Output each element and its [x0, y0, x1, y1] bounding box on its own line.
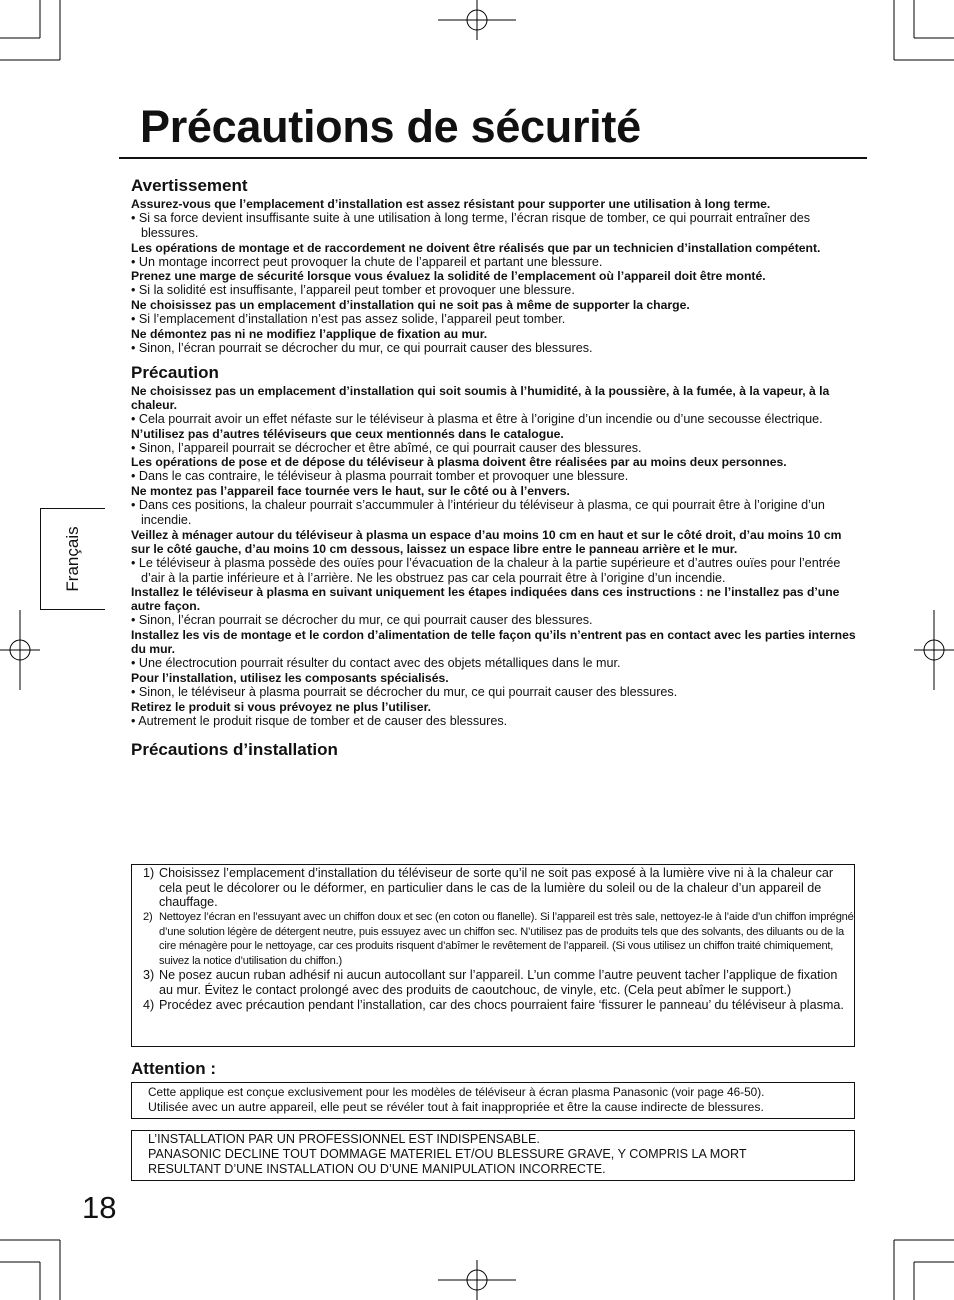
legal-line-3: RESULTANT D’UNE INSTALLATION OU D’UNE MANIPULATION INCORRECTE.: [148, 1162, 606, 1176]
statement-bold: Retirez le produit si vous prévoyez ne plus l’utiliser.: [131, 699, 432, 714]
attention-line-2: Utilisée avec un autre appareil, elle peut se révéler tout à fait inappropriée et être la cause indirecte de blessures.: [148, 1099, 764, 1114]
attention-box: [131, 1082, 855, 1119]
statement-bold: Les opérations de montage et de raccordement ne doivent être réalisés que par un technicien d’installation compétent.: [131, 240, 821, 255]
statement-bullet: • Si l’emplacement d’installation n’est pas assez solide, l’appareil peut tomber.: [131, 312, 566, 327]
statement-bold: Veillez à ménager autour du téléviseur à plasma un espace d’au moins 10 cm en haut et sur le côté droit, d’au moins 10 cm sur le côté gauche, d’au moins 10 cm dessous, laissez un espace libre entre le panneau arrière et le mur.: [131, 527, 842, 556]
attention-line-1: Cette applique est conçue exclusivement pour les modèles de téléviseur à écran plasma Panasonic (voir page 46-50).: [148, 1085, 765, 1099]
statement-bullet: • Sinon, l’écran pourrait se décrocher du mur, ce qui pourrait causer des blessures.: [131, 613, 593, 628]
section-precaution: [131, 362, 857, 729]
section-heading: Précautions d’installation: [131, 739, 338, 759]
statement-bullet: • Un montage incorrect peut provoquer la chute de l’appareil et partant une blessure.: [131, 254, 603, 269]
page-number: 18: [82, 1190, 117, 1225]
statement-bold: N’utilisez pas d’autres téléviseurs que ceux mentionnés dans le catalogue.: [131, 426, 564, 441]
item-text: Procédez avec précaution pendant l’installation, car des chocs pourraient faire ‘fissurer le panneau’ du téléviseur à plasma.: [159, 997, 844, 1012]
statement-bullet: • Dans le cas contraire, le téléviseur à plasma pourrait tomber et provoquer une blessure.: [131, 469, 629, 484]
statement-bold: Ne choisissez pas un emplacement d’installation qui soit soumis à l’humidité, à la poussière, à la fumée, à la vapeur, à la chaleur.: [131, 383, 830, 412]
main-content: [131, 175, 857, 761]
installation-item: [132, 998, 854, 1013]
statement-bold: Pour l’installation, utilisez les composants spécialisés.: [131, 671, 449, 686]
item-number: 3): [143, 968, 155, 983]
item-number: 1): [143, 866, 155, 880]
statement-bullet: • Le téléviseur à plasma possède des ouïes pour l’évacuation de la chaleur à la partie supérieure et d’autres ouïes pour l’entrée d’air à la partie inférieure et à l’arrière. Ne les obstruez pas car cela pourrait être à l’origine d’un incendie.: [131, 555, 841, 585]
registration-mark-right: [914, 610, 954, 690]
statement-bullet: • Si sa force devient insuffisante suite à une utilisation à long terme, l’écran risque de tomber, ce qui pourrait entraîner des blessures.: [131, 211, 811, 240]
statement-bold: Assurez-vous que l’emplacement d’installation est assez résistant pour supporter une utilisation à long terme.: [131, 197, 771, 211]
registration-mark-bottom: [438, 1260, 516, 1300]
statement-bold: Prenez une marge de sécurité lorsque vous évaluez la solidité de l’emplacement où l’appareil doit être monté.: [131, 269, 766, 284]
installation-item: [132, 910, 854, 968]
warning-list: [131, 197, 857, 356]
item-text: Nettoyez l’écran en l’essuyant avec un chiffon doux et sec (en coton ou flanelle). Si l’appareil est très sale, nettoyez-le à l’aide d’un chiffon imprégné d’une solution légère de détergent neutre, puis essuyez avec un chiffon sec. N’utilisez pas de produits tels que des solvants, des diluants ou de la cire ménagère pour le nettoyage, car ces produits risquent d’abîmer le revêtement de l’appareil. (Si vous utilisez un chiffon traité chimiquement, suivez la notice d’utilisation du chiffon.): [159, 911, 854, 967]
page-title: Précautions de sécurité: [140, 101, 641, 152]
caution-list: [131, 384, 857, 729]
legal-line-2: PANASONIC DECLINE TOUT DOMMAGE MATERIEL ET/OU BLESSURE GRAVE, Y COMPRIS LA MORT: [148, 1147, 747, 1161]
statement-bold: Ne montez pas l’appareil face tournée vers le haut, sur le côté ou à l’envers.: [131, 484, 570, 499]
installation-box: [131, 864, 855, 1047]
statement-bullet: • Sinon, l’écran pourrait se décrocher du mur, ce qui pourrait causer des blessures.: [131, 340, 593, 355]
statement-bullet: • Cela pourrait avoir un effet néfaste sur le téléviseur à plasma et être à l’origine d’un incendie ou d’une secousse électrique.: [131, 411, 823, 426]
statement-bold: Ne choisissez pas un emplacement d’installation qui ne soit pas à même de supporter la charge.: [131, 298, 690, 313]
installation-item: [132, 866, 854, 910]
statement-bold: Ne démontez pas ni ne modifiez l’applique de fixation au mur.: [131, 326, 488, 341]
section-installation: [131, 739, 857, 761]
statement-bold: Les opérations de pose et de dépose du téléviseur à plasma doivent être réalisées par au moins deux personnes.: [131, 455, 787, 470]
statement-bold: Installez le téléviseur à plasma en suivant uniquement les étapes indiquées dans ces instructions : ne l’installez pas d’une autre façon.: [131, 585, 840, 614]
statement-bullet: • Dans ces positions, la chaleur pourrait s’accummuler à l’intérieur du téléviseur à plasma, ce qui pourrait être à l’origine d’un incendie.: [131, 498, 825, 527]
statement-bullet: • Sinon, le téléviseur à plasma pourrait se décrocher du mur, ce qui pourrait causer des blessures.: [131, 685, 678, 700]
item-number: 2): [143, 911, 153, 924]
item-text: Ne posez aucun ruban adhésif ni aucun autocollant sur l’appareil. L’un comme l’autre peuvent tacher l’applique de fixation au mur. Évitez le contact prolongé avec des produits de caoutchouc, de vinyle, etc. (Cela peut abîmer le support.): [159, 968, 838, 998]
statement-bold: Installez les vis de montage et le cordon d’alimentation de telle façon qu’ils n’entrent pas en contact avec les parties internes du mur.: [131, 628, 856, 657]
statement-bullet: • Si la solidité est insuffisante, l’appareil peut tomber et provoquer une blessure.: [131, 283, 575, 298]
legal-line-1: L’INSTALLATION PAR UN PROFESSIONNEL EST INDISPENSABLE.: [148, 1132, 540, 1146]
statement-bullet: • Autrement le produit risque de tomber et de causer des blessures.: [131, 713, 508, 728]
section-heading: Précaution: [131, 362, 219, 382]
language-tab-label: Français: [63, 526, 82, 592]
statement-bullet: • Sinon, l’appareil pourrait se décrocher et être abîmé, ce qui pourrait causer des blessures.: [131, 440, 642, 455]
registration-mark-left: [0, 610, 40, 690]
item-number: 4): [143, 997, 155, 1012]
language-tab: [40, 508, 105, 610]
legal-notice-box: [131, 1130, 855, 1181]
statement-bullet: • Une électrocution pourrait résulter du contact avec des objets métalliques dans le mur.: [131, 656, 621, 671]
title-rule: [119, 157, 867, 159]
item-text: Choisissez l’emplacement d’installation du téléviseur de sorte qu’il ne soit pas exposé à la lumière vive ni à la chaleur car cela peut le décolorer ou le déformer, en particulier dans le cas de la lumière du soleil ou de la chaleur d’un appareil de chauffage.: [159, 866, 834, 910]
attention-heading: Attention :: [131, 1059, 216, 1078]
installation-item: [132, 968, 854, 997]
section-avertissement: [131, 175, 857, 356]
installation-list: [132, 866, 854, 1013]
section-heading: Avertissement: [131, 176, 248, 195]
registration-mark-top: [438, 0, 516, 40]
